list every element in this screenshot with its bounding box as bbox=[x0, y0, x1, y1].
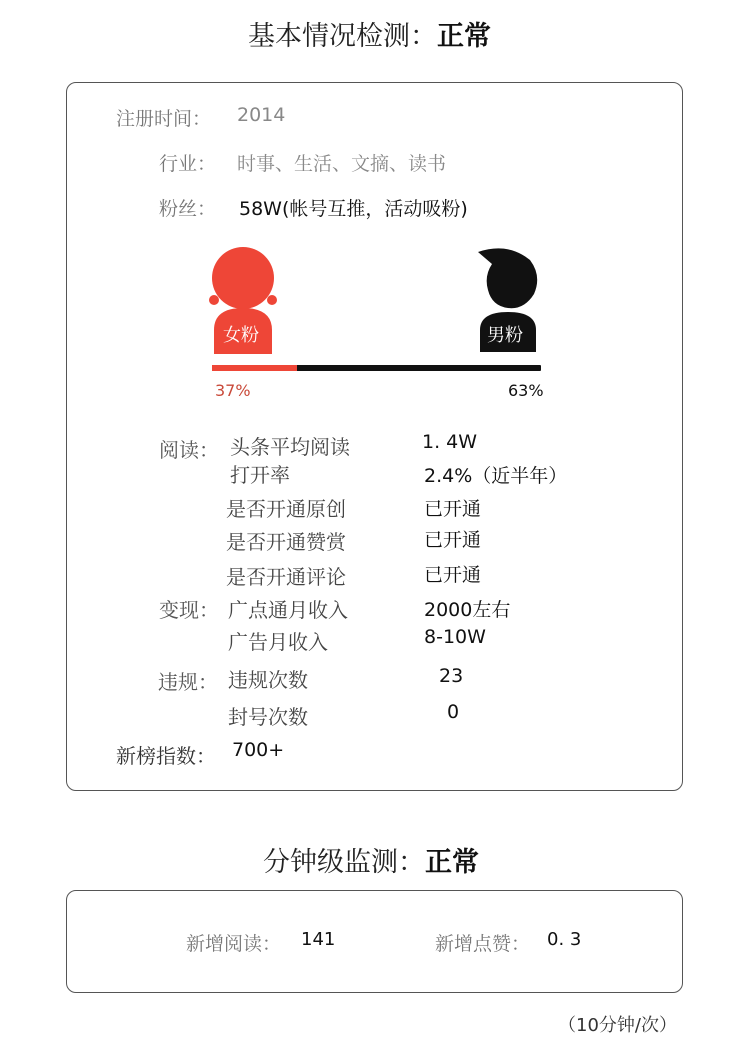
frequency-note: （10分钟/次） bbox=[558, 1015, 677, 1036]
monetize-row-1-value: 2000左右 bbox=[424, 599, 511, 621]
reading-row-5-value: 已开通 bbox=[424, 564, 482, 586]
violation-label: 违规： bbox=[158, 670, 218, 694]
basic-section-title bbox=[248, 14, 491, 53]
reading-row-1-value: 1. 4W bbox=[422, 431, 478, 453]
reading-row-2-name: 打开率 bbox=[230, 463, 290, 487]
ranking-label: 新榜指数： bbox=[116, 744, 216, 768]
monetize-row-1-name: 广点通月收入 bbox=[228, 598, 348, 622]
monetize-row-2-value: 8-10W bbox=[424, 626, 486, 648]
reading-row-5-name: 是否开通评论 bbox=[226, 565, 346, 589]
male-fans-label: 男粉 bbox=[487, 325, 523, 346]
violation-row-1-value: 23 bbox=[439, 665, 464, 687]
female-percent: 37% bbox=[215, 381, 251, 400]
new-reads-value: 141 bbox=[301, 929, 336, 950]
fans-label: 粉丝： bbox=[159, 198, 217, 220]
basic-title-prefix: 基本情况检测： bbox=[248, 21, 437, 52]
new-likes-value: 0. 3 bbox=[547, 929, 582, 950]
fans-value: 58W(帐号互推，活动吸粉) bbox=[239, 198, 468, 220]
new-reads-label: 新增阅读： bbox=[186, 933, 282, 955]
violation-row-1-name: 违规次数 bbox=[228, 668, 308, 692]
reading-row-3-name: 是否开通原创 bbox=[226, 497, 346, 521]
reading-row-4-name: 是否开通赞赏 bbox=[226, 530, 346, 554]
reading-row-4-value: 已开通 bbox=[424, 529, 482, 551]
monetize-row-2-name: 广告月收入 bbox=[228, 630, 328, 654]
reading-row-1-name: 头条平均阅读 bbox=[230, 435, 350, 459]
minute-title-prefix: 分钟级监测： bbox=[263, 847, 425, 878]
reading-row-3-value: 已开通 bbox=[424, 498, 482, 520]
basic-title-status: 正常 bbox=[437, 21, 491, 52]
female-share-fill bbox=[212, 365, 297, 371]
minute-section-title bbox=[263, 840, 479, 879]
ranking-value: 700+ bbox=[232, 739, 285, 761]
new-likes-label: 新增点赞： bbox=[435, 933, 531, 955]
register-value: 2014 bbox=[237, 104, 286, 126]
reading-row-2-value: 2.4%（近半年） bbox=[424, 465, 568, 487]
violation-row-2-value: 0 bbox=[447, 701, 460, 723]
register-label: 注册时间： bbox=[116, 108, 212, 130]
minute-monitor-box bbox=[66, 890, 683, 993]
male-percent: 63% bbox=[508, 381, 544, 400]
female-fans-label: 女粉 bbox=[223, 325, 259, 346]
industry-label: 行业： bbox=[159, 153, 217, 175]
minute-title-status: 正常 bbox=[425, 847, 479, 878]
reading-label: 阅读： bbox=[159, 438, 219, 462]
gender-ratio-bar bbox=[212, 365, 541, 371]
industry-value: 时事、生活、文摘、读书 bbox=[237, 153, 447, 175]
monetize-label: 变现： bbox=[159, 598, 219, 622]
violation-row-2-name: 封号次数 bbox=[228, 705, 308, 729]
